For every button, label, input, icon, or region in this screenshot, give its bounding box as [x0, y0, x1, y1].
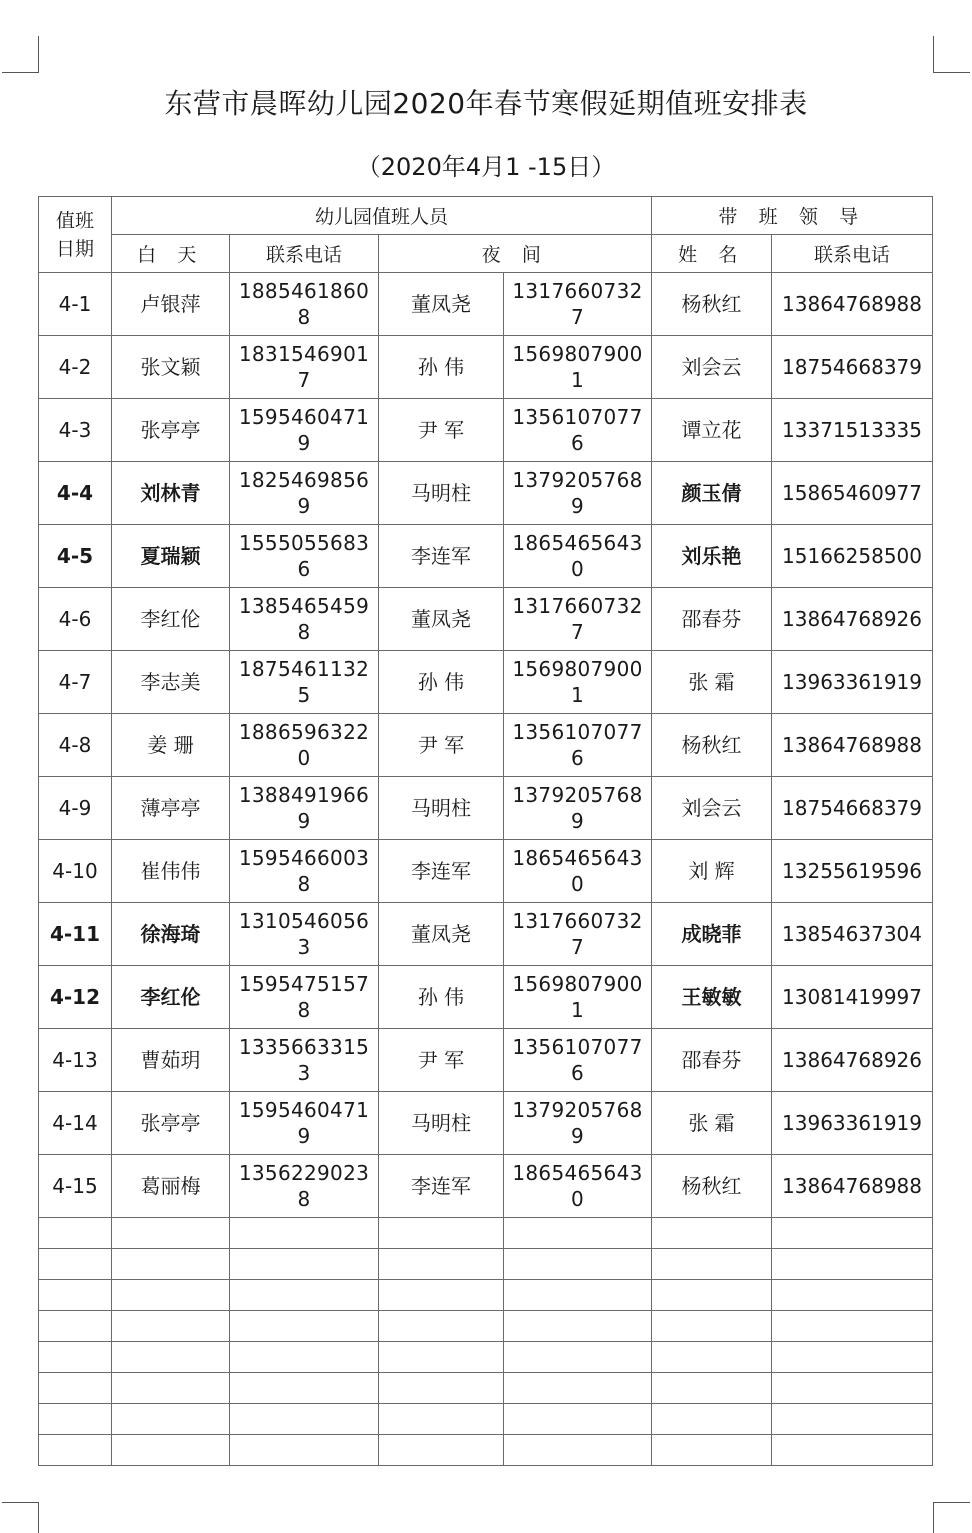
empty-cell: [230, 1435, 379, 1466]
cell-leader-phone: 18754668379: [772, 777, 933, 840]
header-day-phone: 联系电话: [230, 235, 379, 273]
cell-night-phone: [504, 777, 652, 840]
cell-leader-name: 张 霜: [652, 651, 772, 714]
empty-cell: [504, 1249, 652, 1280]
cell-night-phone: [504, 714, 652, 777]
crop-mark-bottom-left: [2, 1502, 39, 1533]
empty-row: [39, 1218, 933, 1249]
empty-cell: [772, 1342, 933, 1373]
cell-date: 4-13: [39, 1029, 112, 1092]
empty-cell: [379, 1435, 504, 1466]
phone-line: 1865465643: [512, 1161, 643, 1185]
cell-day-staff: 夏瑞颖: [112, 525, 230, 588]
empty-cell: [379, 1373, 504, 1404]
cell-day-staff: 张文颖: [112, 336, 230, 399]
phone-line: 1: [570, 998, 585, 1022]
cell-leader-name: 刘乐艳: [652, 525, 772, 588]
phone-line: 1: [570, 368, 585, 392]
cell-date: 4-9: [39, 777, 112, 840]
empty-row: [39, 1280, 933, 1311]
phone-line: 8: [297, 305, 311, 329]
cell-leader-name: 杨秋红: [652, 714, 772, 777]
empty-cell: [504, 1342, 652, 1373]
cell-date: 4-3: [39, 399, 112, 462]
empty-cell: [504, 1373, 652, 1404]
cell-leader-name: 成晓菲: [652, 903, 772, 966]
table-row: [39, 903, 933, 966]
cell-day-phone: [230, 840, 379, 903]
header-row-2: [39, 235, 933, 273]
cell-night-staff: 董凤尧: [379, 903, 504, 966]
cell-night-phone: [504, 462, 652, 525]
phone-line: 1865465643: [512, 531, 643, 555]
cell-day-staff: 崔伟伟: [112, 840, 230, 903]
cell-day-phone: [230, 714, 379, 777]
phone-line: 1595460471: [238, 405, 370, 429]
cell-leader-phone: 13371513335: [772, 399, 933, 462]
cell-night-staff: 孙 伟: [379, 651, 504, 714]
empty-row: [39, 1249, 933, 1280]
cell-night-staff: 马明柱: [379, 462, 504, 525]
phone-line: 8: [297, 1187, 311, 1211]
empty-row: [39, 1373, 933, 1404]
cell-leader-phone: 13963361919: [772, 1092, 933, 1155]
phone-line: 7: [570, 935, 585, 959]
cell-night-phone: [504, 1029, 652, 1092]
cell-leader-name: 杨秋红: [652, 273, 772, 336]
cell-leader-name: 张 霜: [652, 1092, 772, 1155]
cell-day-phone: [230, 777, 379, 840]
table-row: [39, 525, 933, 588]
header-row-1: [39, 197, 933, 235]
empty-cell: [230, 1404, 379, 1435]
phone-line: 8: [297, 872, 311, 896]
phone-line: 1885461860: [238, 279, 370, 303]
cell-night-staff: 董凤尧: [379, 273, 504, 336]
phone-line: 1569807900: [512, 342, 643, 366]
header-staff-group: 幼儿园值班人员: [112, 197, 652, 235]
phone-line: 1356107077: [512, 1035, 643, 1059]
cell-date: 4-1: [39, 273, 112, 336]
empty-cell: [379, 1404, 504, 1435]
phone-line: 9: [570, 1124, 585, 1148]
phone-line: 9: [297, 1124, 311, 1148]
cell-day-staff: 卢银萍: [112, 273, 230, 336]
cell-night-staff: 孙 伟: [379, 336, 504, 399]
cell-day-staff: 李红伦: [112, 966, 230, 1029]
cell-leader-phone: 13255619596: [772, 840, 933, 903]
cell-night-staff: 董凤尧: [379, 588, 504, 651]
cell-leader-name: 刘会云: [652, 336, 772, 399]
cell-leader-name: 刘会云: [652, 777, 772, 840]
cell-day-phone: [230, 966, 379, 1029]
table-row: [39, 399, 933, 462]
phone-line: 9: [297, 431, 311, 455]
phone-line: 1356107077: [512, 720, 643, 744]
header-leader-name: 姓 名: [652, 235, 772, 273]
cell-leader-phone: 13864768988: [772, 714, 933, 777]
empty-cell: [652, 1373, 772, 1404]
phone-line: 1356107077: [512, 405, 643, 429]
empty-row: [39, 1342, 933, 1373]
cell-day-staff: 张亭亭: [112, 1092, 230, 1155]
cell-day-staff: 薄亭亭: [112, 777, 230, 840]
cell-night-phone: [504, 1155, 652, 1218]
header-leader-group: 带 班 领 导: [652, 197, 933, 235]
cell-night-phone: [504, 903, 652, 966]
table-row: [39, 588, 933, 651]
cell-night-staff: 李连军: [379, 525, 504, 588]
cell-leader-phone: 15166258500: [772, 525, 933, 588]
cell-night-staff: 尹 军: [379, 714, 504, 777]
table-body: [39, 197, 933, 1466]
cell-night-phone: [504, 840, 652, 903]
table-row: [39, 651, 933, 714]
empty-cell: [230, 1342, 379, 1373]
empty-cell: [652, 1249, 772, 1280]
cell-day-phone: [230, 1155, 379, 1218]
header-date: [39, 197, 112, 273]
phone-line: 8: [297, 620, 311, 644]
empty-cell: [379, 1218, 504, 1249]
header-day: 白 天: [112, 235, 230, 273]
document-subtitle: （2020年4月1 -15日）: [356, 153, 616, 181]
cell-day-staff: 姜 珊: [112, 714, 230, 777]
duty-schedule-table: [38, 196, 933, 1466]
cell-date: 4-4: [39, 462, 112, 525]
cell-night-phone: [504, 525, 652, 588]
empty-cell: [112, 1404, 230, 1435]
table-row: [39, 1155, 933, 1218]
cell-night-phone: [504, 1092, 652, 1155]
cell-day-staff: 徐海琦: [112, 903, 230, 966]
phone-line: 1595475157: [238, 972, 370, 996]
phone-line: 1831546901: [238, 342, 370, 366]
empty-cell: [772, 1218, 933, 1249]
phone-line: 1317660732: [512, 279, 643, 303]
cell-day-phone: [230, 399, 379, 462]
header-night: 夜 间: [379, 235, 652, 273]
empty-cell: [112, 1311, 230, 1342]
cell-night-phone: [504, 651, 652, 714]
table-row: [39, 714, 933, 777]
cell-day-staff: 曹茹玥: [112, 1029, 230, 1092]
phone-line: 1317660732: [512, 909, 643, 933]
empty-cell: [230, 1218, 379, 1249]
phone-line: 7: [570, 305, 585, 329]
phone-line: 6: [297, 557, 311, 581]
cell-day-staff: 刘林青: [112, 462, 230, 525]
empty-cell: [379, 1342, 504, 1373]
empty-cell: [652, 1280, 772, 1311]
empty-cell: [112, 1373, 230, 1404]
empty-cell: [230, 1280, 379, 1311]
table-row: [39, 273, 933, 336]
phone-line: 0: [570, 872, 585, 896]
empty-cell: [652, 1404, 772, 1435]
empty-cell: [504, 1280, 652, 1311]
cell-night-phone: [504, 588, 652, 651]
empty-cell: [772, 1404, 933, 1435]
empty-cell: [652, 1435, 772, 1466]
empty-cell: [39, 1342, 112, 1373]
cell-date: 4-2: [39, 336, 112, 399]
cell-day-phone: [230, 903, 379, 966]
phone-line: 1875461132: [238, 657, 370, 681]
phone-line: 6: [570, 1061, 585, 1085]
phone-line: 5: [297, 683, 311, 707]
empty-cell: [39, 1280, 112, 1311]
phone-line: 9: [570, 809, 585, 833]
empty-cell: [230, 1249, 379, 1280]
cell-leader-name: 王敏敏: [652, 966, 772, 1029]
phone-line: 6: [570, 746, 585, 770]
cell-date: 4-12: [39, 966, 112, 1029]
table-row: [39, 966, 933, 1029]
empty-cell: [504, 1435, 652, 1466]
cell-leader-phone: 13864768926: [772, 588, 933, 651]
empty-cell: [504, 1311, 652, 1342]
header-date-label: 值班日期: [55, 209, 94, 260]
phone-line: 9: [297, 494, 311, 518]
cell-night-staff: 孙 伟: [379, 966, 504, 1029]
empty-cell: [39, 1373, 112, 1404]
phone-line: 1569807900: [512, 657, 643, 681]
empty-row: [39, 1404, 933, 1435]
empty-cell: [504, 1218, 652, 1249]
cell-leader-phone: 13854637304: [772, 903, 933, 966]
cell-leader-name: 谭立花: [652, 399, 772, 462]
phone-line: 9: [297, 809, 311, 833]
empty-cell: [112, 1342, 230, 1373]
phone-line: 1886596322: [238, 720, 370, 744]
empty-cell: [39, 1404, 112, 1435]
cell-day-phone: [230, 1029, 379, 1092]
phone-line: 1865465643: [512, 846, 643, 870]
crop-mark-top-right: [933, 36, 970, 73]
phone-line: 1317660732: [512, 594, 643, 618]
phone-line: 1379205768: [512, 468, 643, 492]
phone-line: 1595466003: [238, 846, 370, 870]
phone-line: 1335663315: [238, 1035, 370, 1059]
phone-line: 1379205768: [512, 783, 643, 807]
cell-leader-phone: 15865460977: [772, 462, 933, 525]
empty-cell: [772, 1311, 933, 1342]
empty-cell: [772, 1249, 933, 1280]
phone-line: 8: [297, 998, 311, 1022]
empty-cell: [379, 1249, 504, 1280]
empty-cell: [772, 1373, 933, 1404]
table-row: [39, 336, 933, 399]
cell-day-phone: [230, 462, 379, 525]
phone-line: 0: [297, 746, 311, 770]
empty-cell: [39, 1249, 112, 1280]
empty-cell: [652, 1311, 772, 1342]
cell-night-staff: 马明柱: [379, 777, 504, 840]
cell-night-staff: 尹 军: [379, 1029, 504, 1092]
empty-cell: [504, 1404, 652, 1435]
empty-cell: [39, 1218, 112, 1249]
cell-date: 4-10: [39, 840, 112, 903]
cell-day-staff: 葛丽梅: [112, 1155, 230, 1218]
phone-line: 1385465459: [238, 594, 370, 618]
cell-leader-name: 杨秋红: [652, 1155, 772, 1218]
cell-leader-name: 邵春芬: [652, 1029, 772, 1092]
table-row: [39, 840, 933, 903]
empty-cell: [379, 1311, 504, 1342]
cell-night-staff: 李连军: [379, 840, 504, 903]
phone-line: 3: [297, 1061, 311, 1085]
cell-leader-phone: 18754668379: [772, 336, 933, 399]
table-row: [39, 462, 933, 525]
cell-night-phone: [504, 966, 652, 1029]
empty-cell: [112, 1218, 230, 1249]
cell-date: 4-11: [39, 903, 112, 966]
empty-cell: [39, 1435, 112, 1466]
document-title: 东营市晨晖幼儿园2020年春节寒假延期值班安排表: [164, 87, 808, 120]
cell-day-phone: [230, 1092, 379, 1155]
cell-date: 4-15: [39, 1155, 112, 1218]
cell-leader-phone: 13963361919: [772, 651, 933, 714]
phone-line: 1595460471: [238, 1098, 370, 1122]
phone-line: 1825469856: [238, 468, 370, 492]
cell-day-staff: 张亭亭: [112, 399, 230, 462]
phone-line: 0: [570, 557, 585, 581]
phone-line: 7: [570, 620, 585, 644]
phone-line: 1310546056: [238, 909, 370, 933]
cell-leader-name: 邵春芬: [652, 588, 772, 651]
cell-night-staff: 马明柱: [379, 1092, 504, 1155]
crop-mark-bottom-right: [933, 1502, 970, 1533]
cell-date: 4-14: [39, 1092, 112, 1155]
phone-line: 1555055683: [238, 531, 370, 555]
empty-row: [39, 1435, 933, 1466]
cell-leader-phone: 13864768988: [772, 273, 933, 336]
phone-line: 1: [570, 683, 585, 707]
cell-night-staff: 李连军: [379, 1155, 504, 1218]
cell-day-phone: [230, 525, 379, 588]
phone-line: 1356229023: [238, 1161, 370, 1185]
phone-line: 0: [570, 1187, 585, 1211]
cell-leader-name: 刘 辉: [652, 840, 772, 903]
cell-day-phone: [230, 273, 379, 336]
cell-leader-phone: 13081419997: [772, 966, 933, 1029]
cell-date: 4-6: [39, 588, 112, 651]
cell-day-phone: [230, 588, 379, 651]
phone-line: 7: [297, 368, 311, 392]
empty-cell: [379, 1280, 504, 1311]
cell-leader-phone: 13864768926: [772, 1029, 933, 1092]
empty-cell: [230, 1373, 379, 1404]
cell-leader-phone: 13864768988: [772, 1155, 933, 1218]
phone-line: 3: [297, 935, 311, 959]
empty-cell: [39, 1311, 112, 1342]
cell-night-phone: [504, 336, 652, 399]
cell-day-phone: [230, 651, 379, 714]
table-row: [39, 777, 933, 840]
phone-line: 1379205768: [512, 1098, 643, 1122]
cell-day-staff: 李红伦: [112, 588, 230, 651]
table-row: [39, 1029, 933, 1092]
empty-cell: [772, 1280, 933, 1311]
phone-line: 6: [570, 431, 585, 455]
cell-day-phone: [230, 336, 379, 399]
phone-line: 1569807900: [512, 972, 643, 996]
empty-cell: [112, 1435, 230, 1466]
cell-leader-name: 颜玉倩: [652, 462, 772, 525]
cell-date: 4-8: [39, 714, 112, 777]
empty-cell: [112, 1280, 230, 1311]
phone-line: 9: [570, 494, 585, 518]
crop-mark-top-left: [2, 36, 39, 73]
empty-cell: [772, 1435, 933, 1466]
cell-day-staff: 李志美: [112, 651, 230, 714]
cell-night-phone: [504, 273, 652, 336]
empty-cell: [652, 1342, 772, 1373]
phone-line: 1388491966: [238, 783, 370, 807]
cell-night-staff: 尹 军: [379, 399, 504, 462]
header-leader-phone: 联系电话: [772, 235, 933, 273]
empty-cell: [230, 1311, 379, 1342]
cell-night-phone: [504, 399, 652, 462]
empty-cell: [112, 1249, 230, 1280]
empty-cell: [652, 1218, 772, 1249]
cell-date: 4-5: [39, 525, 112, 588]
cell-date: 4-7: [39, 651, 112, 714]
empty-row: [39, 1311, 933, 1342]
table-row: [39, 1092, 933, 1155]
